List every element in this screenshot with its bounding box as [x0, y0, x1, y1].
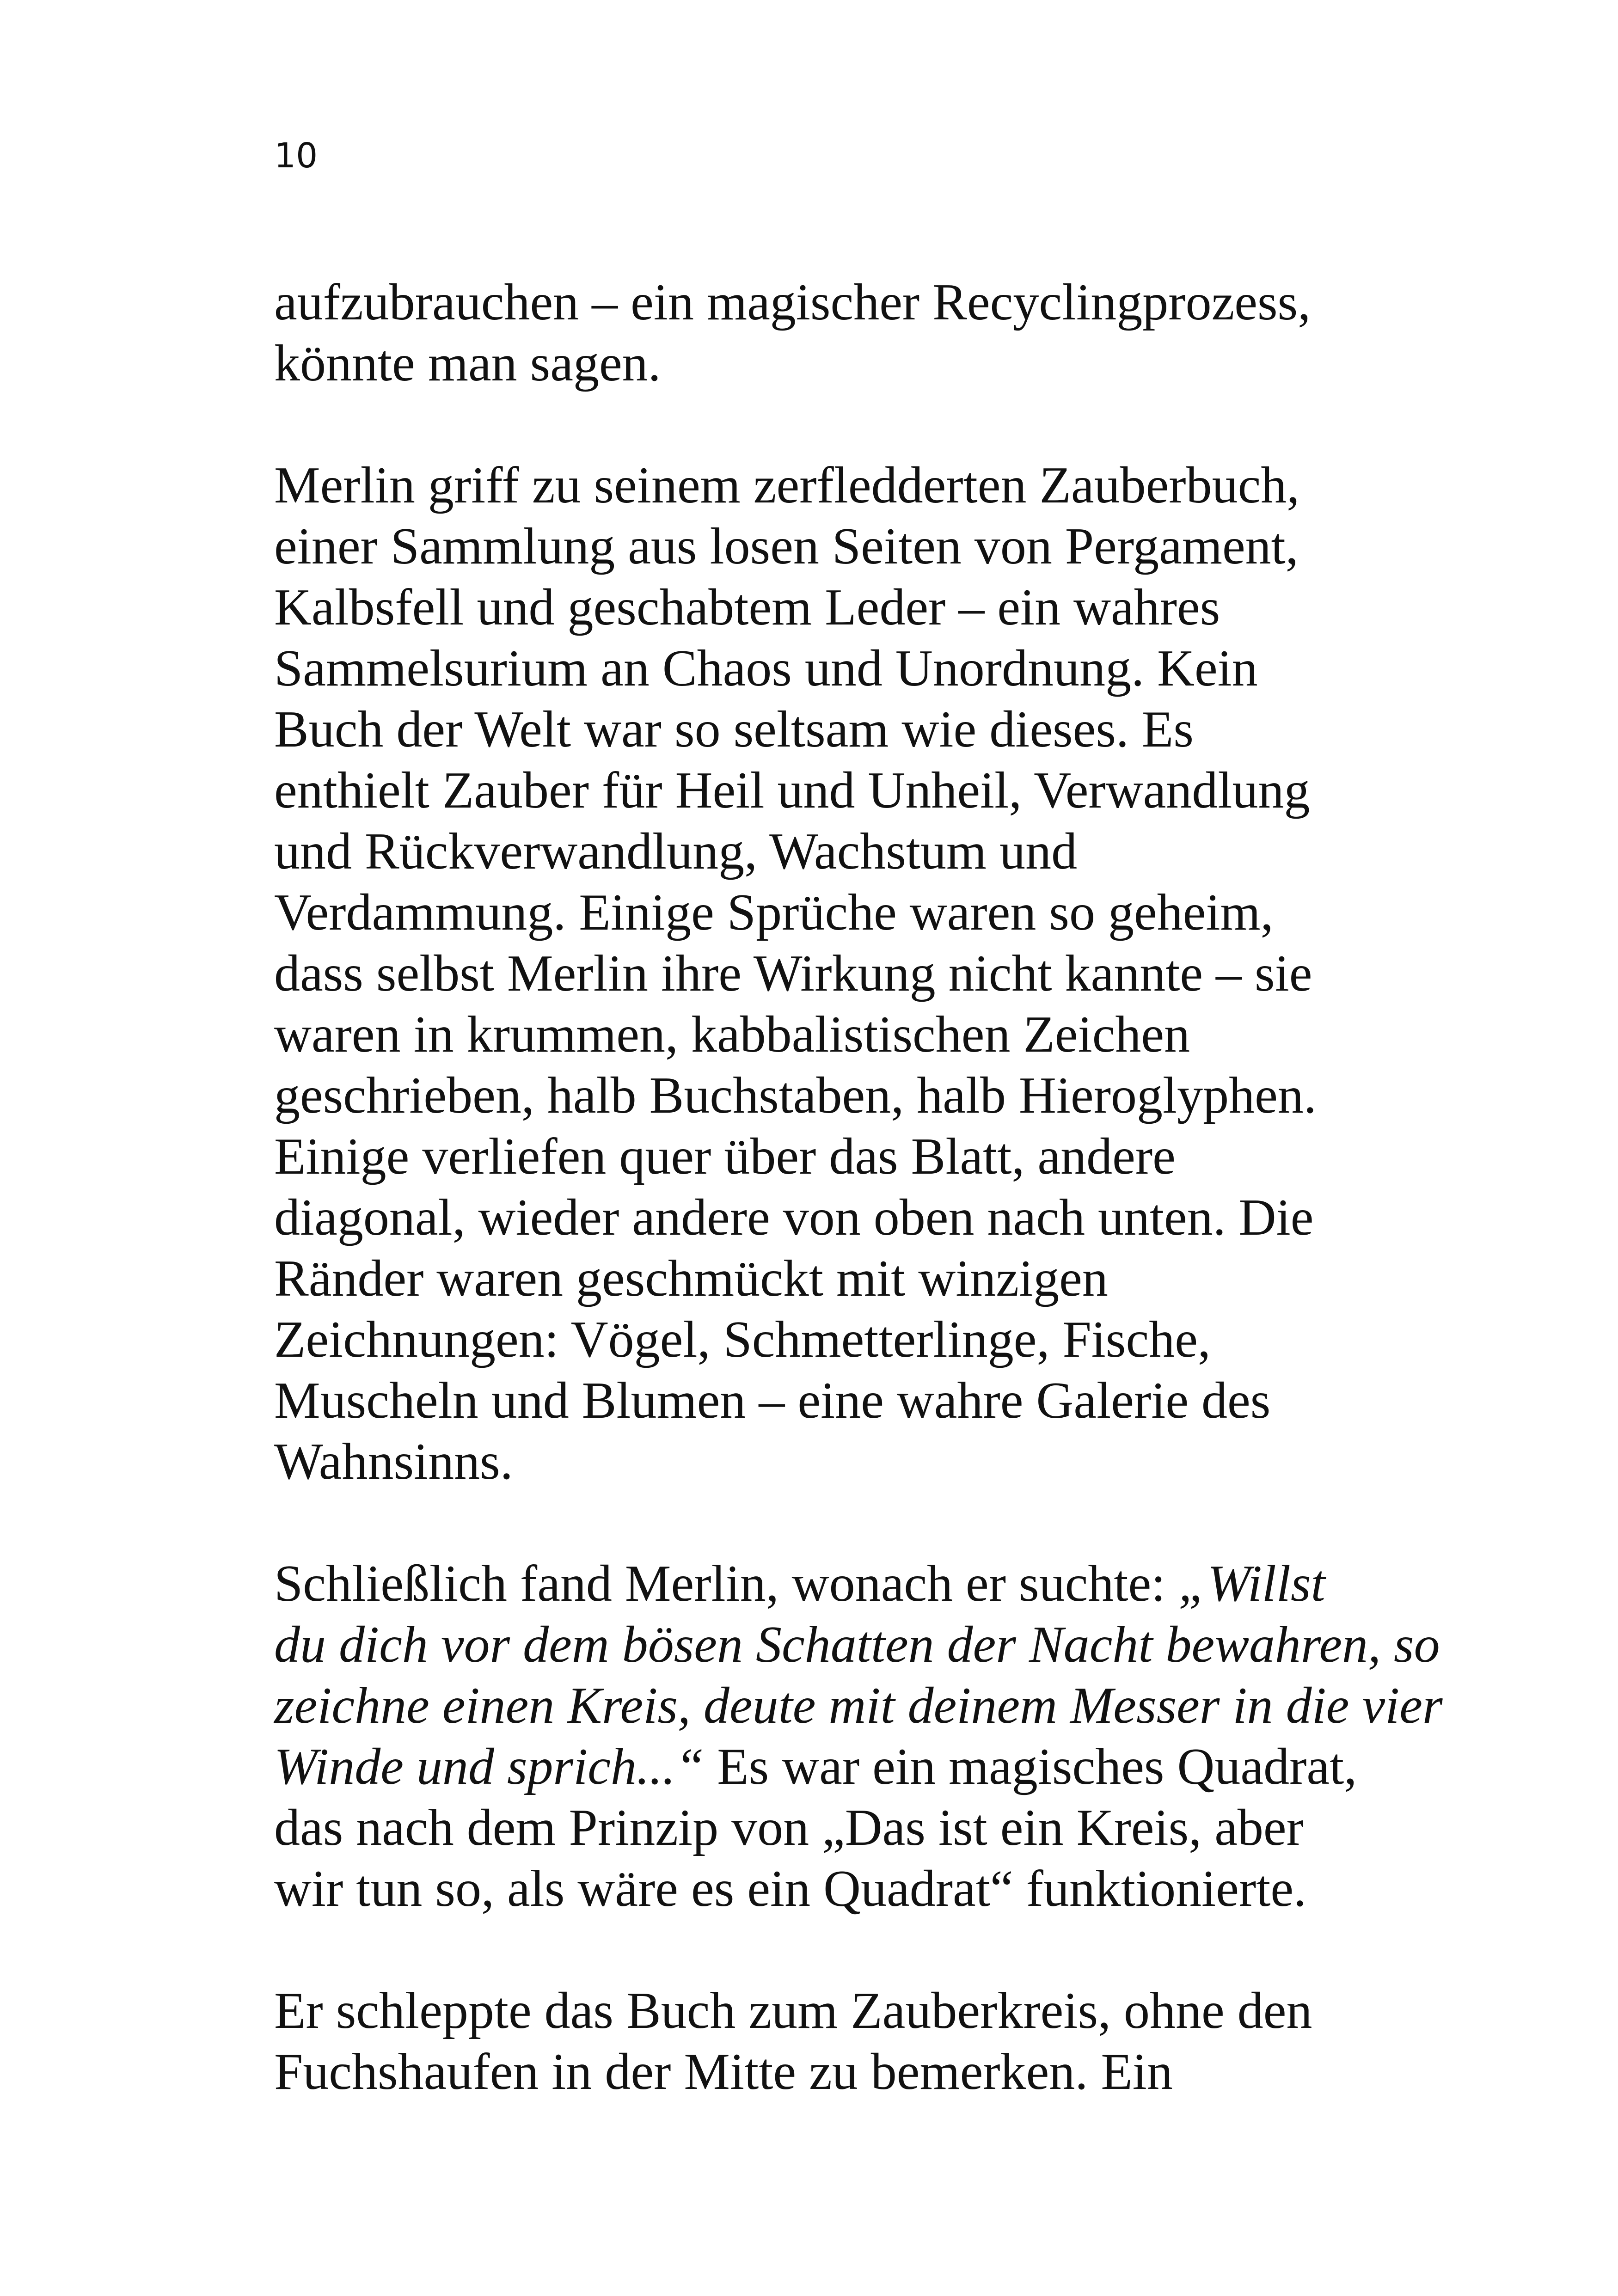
body-text: [274, 272, 1443, 2102]
text-segment: Es war ein magisches Quadrat,: [704, 1738, 1357, 1795]
text-line: enthielt Zauber für Heil und Unheil, Verwandlung: [274, 762, 1310, 819]
quote-line-italic: du dich vor dem bösen Schatten der Nacht bewahren, so: [274, 1616, 1440, 1673]
text-segment: Schließlich fand Merlin, wonach er suchte:: [274, 1555, 1179, 1612]
text-line: das nach dem Prinzip von „Das ist ein Kreis, aber: [274, 1799, 1304, 1856]
text-line: diagonal, wieder andere von oben nach unten. Die: [274, 1189, 1314, 1246]
text-line: Kalbsfell und geschabtem Leder – ein wahres: [274, 579, 1220, 636]
text-line: Buch der Welt war so seltsam wie dieses. Es: [274, 701, 1194, 758]
text-line: Sammelsurium an Chaos und Unordnung. Kein: [274, 640, 1258, 697]
text-line: aufzubrauchen – ein magischer Recyclingprozess,: [274, 274, 1311, 331]
text-line: und Rückverwandlung, Wachstum und: [274, 823, 1078, 880]
text-line: Wahnsinns.: [274, 1433, 513, 1490]
paragraph-4: [274, 1980, 1351, 2102]
paragraph-gap: [274, 1919, 1351, 1980]
paragraph-3: [274, 1553, 1443, 1919]
page-number: 10: [274, 136, 318, 176]
text-line: Fuchshaufen in der Mitte zu bemerken. Ein: [274, 2043, 1173, 2100]
text-line: Einige verliefen quer über das Blatt, andere: [274, 1128, 1176, 1185]
paragraph-gap: [274, 1492, 1351, 1553]
paragraph-1: [274, 272, 1351, 394]
text-line: Muscheln und Blumen – eine wahre Galerie des: [274, 1372, 1271, 1429]
text-line: könnte man sagen.: [274, 335, 661, 392]
text-line: [274, 1736, 1357, 1797]
text-line: dass selbst Merlin ihre Wirkung nicht kannte – sie: [274, 945, 1312, 1002]
text-line: Verdammung. Einige Sprüche waren so geheim,: [274, 884, 1274, 941]
quote-italic: „Willst: [1178, 1555, 1325, 1612]
text-line: Er schleppte das Buch zum Zauberkreis, ohne den: [274, 1982, 1312, 2039]
text-line: geschrieben, halb Buchstaben, halb Hieroglyphen.: [274, 1067, 1317, 1124]
text-line: [274, 1553, 1351, 1614]
text-line: Zeichnungen: Vögel, Schmetterlinge, Fische,: [274, 1311, 1211, 1368]
paragraph-2: [274, 455, 1351, 1492]
quote-italic: Winde und sprich...“: [274, 1738, 705, 1795]
text-line: einer Sammlung aus losen Seiten von Pergament,: [274, 518, 1299, 575]
paragraph-gap: [274, 394, 1351, 455]
text-line: waren in krummen, kabbalistischen Zeichen: [274, 1006, 1190, 1063]
quote-line-italic: zeichne einen Kreis, deute mit deinem Messer in die vier: [274, 1677, 1443, 1734]
text-line: wir tun so, als wäre es ein Quadrat“ funktionierte.: [274, 1860, 1307, 1917]
text-line: Merlin griff zu seinem zerfledderten Zauberbuch,: [274, 457, 1300, 514]
text-line: Ränder waren geschmückt mit winzigen: [274, 1250, 1108, 1307]
